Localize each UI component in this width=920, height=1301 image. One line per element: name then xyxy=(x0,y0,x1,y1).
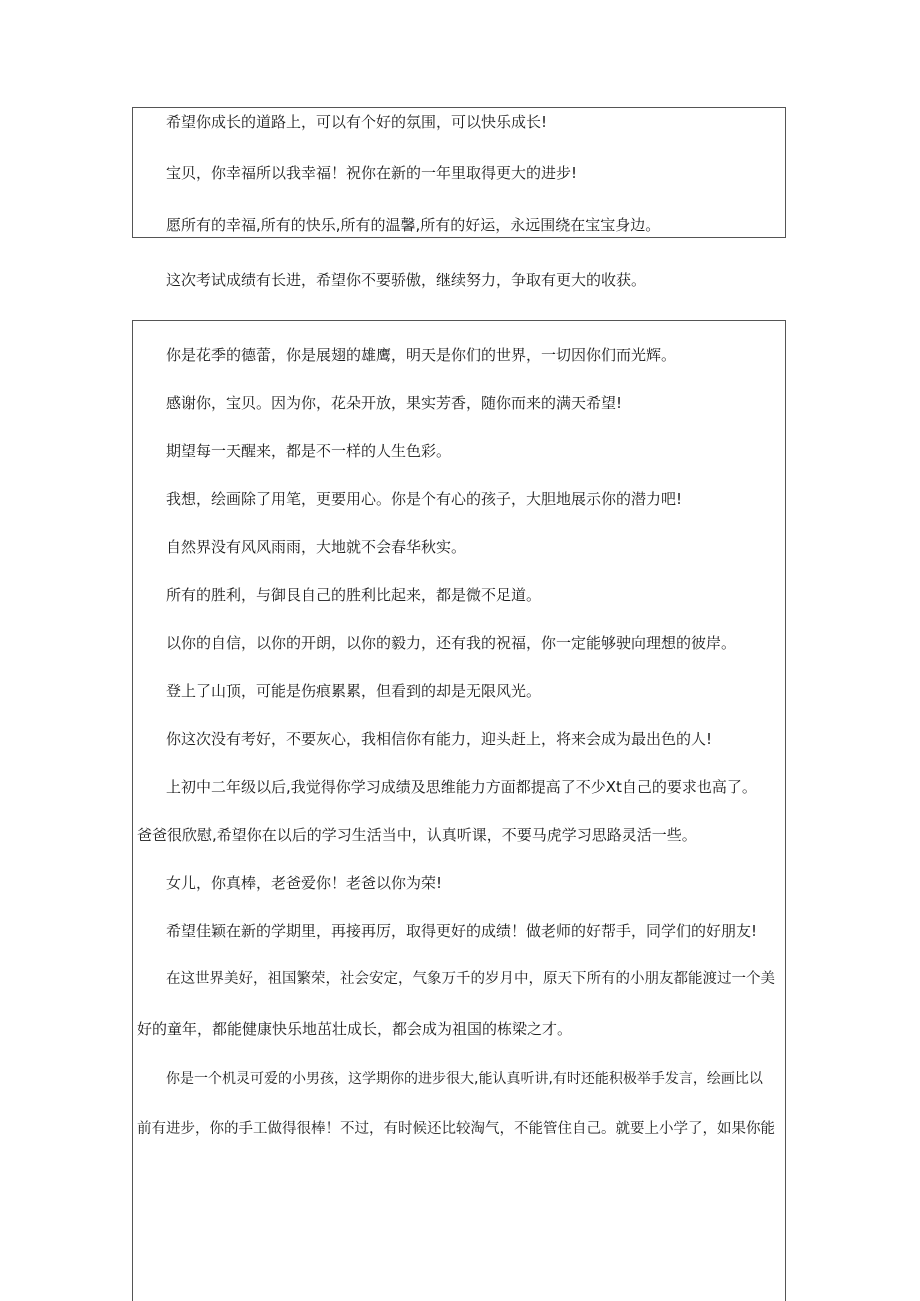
box2-line-3: 期望每一天醒来，都是不一样的人生色彩。 xyxy=(166,442,452,460)
box2-line-2: 感谢你，宝贝。因为你，花朵开放，果实芳香，随你而来的满天希望! xyxy=(166,394,623,412)
box2-line-14: 在这世界美好，祖国繁荣，社会安定，气象万千的岁月中，原天下所有的小朋友都能渡过一个美 xyxy=(166,971,775,987)
box2-line-8: 登上了山顶，可能是伤痕累累，但看到的却是无限风光。 xyxy=(166,682,542,700)
box2-line-17: 前有进步，你的手工做得很棒！不过，有时候还比较淘气，不能管住自己。就要上小学了，如果你能 xyxy=(137,1121,775,1137)
box2-line-13: 希望佳颖在新的学期里，再接再厉，取得更好的成绩！做老师的好帮手，同学们的好朋友! xyxy=(166,922,758,940)
box1-line-3: 愿所有的幸福,所有的快乐,所有的温馨,所有的好运，永远围绕在宝宝身边。 xyxy=(166,216,661,234)
box2-line-16: 你是一个机灵可爱的小男孩，这学期你的进步很大,能认真听讲,有时还能积极举手发言，绘画比以 xyxy=(166,1071,763,1087)
box2-line-4: 我想，绘画除了用笔，更要用心。你是个有心的孩子，大胆地展示你的潜力吧! xyxy=(166,490,683,508)
box2-line-12: 女儿，你真棒，老爸爱你！老爸以你为荣! xyxy=(166,874,443,892)
box2-line-7: 以你的自信，以你的开朗，以你的毅力，还有我的祝福，你一定能够驶向理想的彼岸。 xyxy=(166,634,737,652)
between-paragraph: 这次考试成绩有长进，希望你不要骄傲，继续努力，争取有更大的收获。 xyxy=(166,271,647,289)
box2-line-11: 爸爸很欣慰,希望你在以后的学习生活当中，认真听课，不要马虎学习思路灵活一些。 xyxy=(137,826,697,844)
box1-line-2: 宝贝，你幸福所以我幸福！祝你在新的一年里取得更大的进步! xyxy=(166,164,578,182)
box2-line-1: 你是花季的德蕾，你是展翅的雄鹰，明天是你们的世界，一切因你们而光辉。 xyxy=(166,346,677,364)
box1-line-1: 希望你成长的道路上，可以有个好的氛围，可以快乐成长! xyxy=(166,113,548,131)
message-box-main xyxy=(132,320,786,1301)
box2-line-6: 所有的胜利，与御艮自己的胜利比起来，都是微不足道。 xyxy=(166,586,542,604)
box2-line-9: 你这次没有考好，不要灰心，我相信你有能力，迎头赶上，将来会成为最出色的人! xyxy=(166,730,713,748)
box2-line-15: 好的童年，都能健康快乐地茁壮成长，都会成为祖国的栋梁之才。 xyxy=(137,1020,573,1038)
box2-line-5: 自然界没有风风雨雨，大地就不会春华秋实。 xyxy=(166,538,467,556)
box2-line-10: 上初中二年级以后,我觉得你学习成绩及思维能力方面都提高了不少Xt自己的要求也高了。 xyxy=(166,778,757,796)
